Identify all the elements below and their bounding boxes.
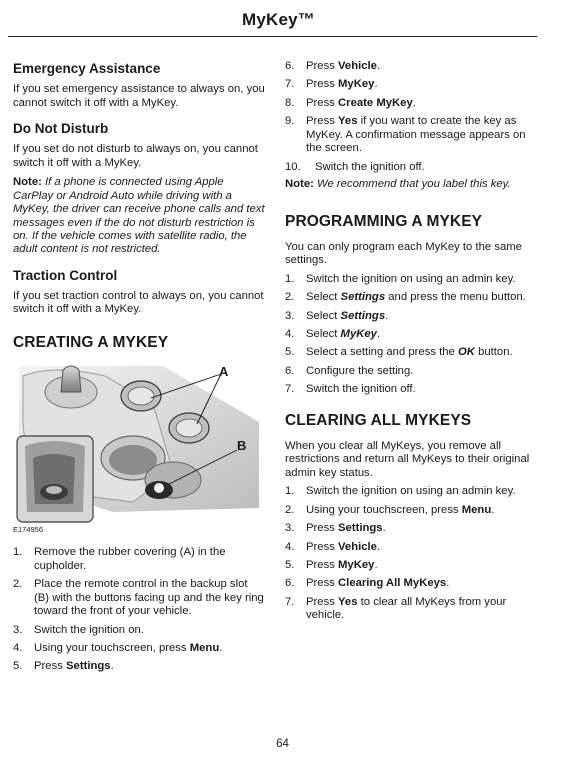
step-number: 7. xyxy=(285,78,295,91)
step-text: . xyxy=(376,60,381,72)
heading-emergency-assistance: Emergency Assistance xyxy=(13,61,161,76)
list-item xyxy=(285,60,537,74)
list-item xyxy=(285,273,537,287)
step-text: . xyxy=(385,309,389,322)
step-number: 10. xyxy=(285,160,301,173)
list-item xyxy=(285,115,537,156)
step-text: if you want to create the key as MyKey. A confirmation message appears on the screen. xyxy=(306,115,526,155)
header-rule xyxy=(8,36,537,37)
step-text: Switch the ignition on using an admin key. xyxy=(306,485,516,498)
step-number: 6. xyxy=(285,60,295,72)
step-text: Configure the setting. xyxy=(306,364,414,377)
step-text: . xyxy=(491,503,495,516)
step-text: Switch the ignition on. xyxy=(34,623,144,636)
step-text: Using your touchscreen, press xyxy=(34,641,190,654)
step-emphasis: MyKey xyxy=(338,559,375,572)
step-emphasis: Settings xyxy=(338,522,383,535)
step-emphasis: Yes xyxy=(338,115,358,128)
step-text: Press xyxy=(306,559,339,572)
step-text: . xyxy=(374,559,378,572)
step-number: 1. xyxy=(13,546,23,558)
list-item xyxy=(285,485,537,499)
list-item xyxy=(285,78,537,92)
step-number: 2. xyxy=(13,577,23,590)
step-text: Switch the ignition on using an admin key. xyxy=(306,272,516,285)
page-title: MyKey™ xyxy=(241,10,315,29)
note-label: Note: xyxy=(13,176,46,189)
figure-code: E174956 xyxy=(13,525,44,534)
step-number: 2. xyxy=(285,291,295,304)
note-text: If a phone is connected using Apple CarPlay or Android Auto while driving with a MyKey, the driver can receive phone calls and text messages even if the do not disturb restriction is on. If the vehicle comes with satellite radio, the adult content is not restricted. xyxy=(13,176,265,256)
creating-steps-list xyxy=(13,546,265,674)
step-number: 5. xyxy=(285,346,295,359)
step-number: 7. xyxy=(285,383,295,396)
list-item xyxy=(285,97,537,111)
list-item xyxy=(285,504,537,518)
step-text: Place the remote control in the backup slot (B) with the buttons facing up and the key ring toward the front of your vehicle. xyxy=(34,577,264,618)
step-emphasis: Settings xyxy=(66,660,111,673)
step-text: . xyxy=(374,78,378,91)
step-number: 1. xyxy=(285,485,295,498)
step-text: Select a setting and press the xyxy=(306,346,458,359)
step-number: 5. xyxy=(13,660,23,673)
heading-creating-a-mykey: CREATING A MYKEY xyxy=(13,334,169,351)
step-text: Press xyxy=(306,60,339,72)
list-item xyxy=(285,365,537,379)
step-number: 4. xyxy=(285,327,295,340)
step-text: Press xyxy=(306,540,339,553)
right-column xyxy=(285,60,537,628)
step-number: 4. xyxy=(285,540,295,553)
list-item xyxy=(285,161,537,175)
cupholder-illustration xyxy=(13,362,261,534)
step-text: to clear all MyKeys from your vehicle. xyxy=(306,595,507,622)
list-item xyxy=(13,660,265,674)
step-text: Press xyxy=(306,595,339,608)
step-emphasis: Menu xyxy=(189,641,220,654)
step-number: 1. xyxy=(285,272,295,285)
heading-programming-a-mykey: PROGRAMMING A MYKEY xyxy=(285,212,483,230)
step-emphasis: Vehicle xyxy=(338,540,377,553)
heading-clearing-all-mykeys: CLEARING ALL MYKEYS xyxy=(285,411,472,429)
step-text: . xyxy=(376,540,381,553)
page-number: 64 xyxy=(276,738,289,750)
step-text: Press xyxy=(306,577,339,590)
heading-traction-control: Traction Control xyxy=(13,267,118,283)
step-emphasis: Clearing All MyKeys xyxy=(338,577,447,590)
step-text: Press xyxy=(306,78,339,91)
step-text: Press xyxy=(306,96,339,109)
do-not-disturb-note xyxy=(13,176,265,256)
cupholder-drawing xyxy=(13,362,261,534)
emergency-assistance-text: If you set emergency assistance to always on, you cannot switch it off with a MyKey. xyxy=(13,83,265,109)
step-text: Using your touchscreen, press xyxy=(306,503,462,516)
step-text: Select xyxy=(306,327,341,340)
step-emphasis: Settings xyxy=(340,309,386,322)
callout-label-b: B xyxy=(237,438,247,453)
creating-steps-continued-list xyxy=(285,60,537,174)
list-item xyxy=(13,642,265,656)
programming-steps-list xyxy=(285,273,537,397)
step-text: button. xyxy=(474,346,513,359)
clearing-steps-list xyxy=(285,485,537,623)
step-text: . xyxy=(110,660,114,673)
callout-label-a: A xyxy=(219,364,229,379)
traction-control-text: If you set traction control to always on, you cannot switch it off with a MyKey. xyxy=(13,289,264,316)
step-text: Select xyxy=(306,309,341,322)
step-text: . xyxy=(382,522,386,535)
step-number: 3. xyxy=(13,623,23,636)
note-label: Note: xyxy=(285,178,318,191)
step-number: 7. xyxy=(285,595,295,608)
list-item xyxy=(285,328,537,342)
list-item xyxy=(285,559,537,573)
step-text: and press the menu button. xyxy=(385,291,526,304)
list-item xyxy=(285,522,537,536)
step-text: Press xyxy=(306,522,339,535)
step-text: . xyxy=(446,577,450,590)
list-item xyxy=(285,383,537,397)
step-number: 2. xyxy=(285,503,295,516)
step-number: 9. xyxy=(285,115,295,128)
label-key-note xyxy=(285,178,537,191)
step-number: 3. xyxy=(285,309,295,322)
step-number: 5. xyxy=(285,559,295,572)
list-item xyxy=(285,596,537,623)
left-column xyxy=(13,60,265,679)
step-text: . xyxy=(219,641,223,654)
step-number: 6. xyxy=(285,364,295,377)
step-emphasis: MyKey xyxy=(338,78,375,91)
step-emphasis: Create MyKey xyxy=(338,96,413,109)
step-text: . xyxy=(376,327,381,340)
step-emphasis: Menu xyxy=(461,503,492,516)
step-emphasis: Vehicle xyxy=(338,60,377,72)
step-text: Press xyxy=(34,660,67,673)
heading-do-not-disturb: Do Not Disturb xyxy=(13,121,109,137)
list-item xyxy=(285,310,537,324)
list-item xyxy=(285,577,537,591)
step-text: Switch the ignition off. xyxy=(306,383,416,396)
step-text: Select xyxy=(306,291,341,304)
step-emphasis: Yes xyxy=(338,595,358,608)
step-text: Switch the ignition off. xyxy=(315,160,425,173)
list-item xyxy=(285,541,537,555)
note-text: We recommend that you label this key. xyxy=(317,178,511,191)
page-header xyxy=(0,0,561,38)
do-not-disturb-text: If you set do not disturb to always on, you cannot switch it off with a MyKey. xyxy=(13,143,258,169)
step-text: . xyxy=(412,96,416,109)
list-item xyxy=(13,578,265,619)
clearing-intro: When you clear all MyKeys, you remove all restrictions and return all MyKeys to their original admin key status. xyxy=(285,439,530,479)
list-item xyxy=(13,624,265,638)
list-item xyxy=(285,346,537,360)
step-emphasis: MyKey xyxy=(340,327,377,340)
step-number: 8. xyxy=(285,96,295,109)
step-number: 3. xyxy=(285,522,295,535)
list-item xyxy=(285,291,537,305)
step-emphasis: OK xyxy=(457,346,475,359)
step-number: 4. xyxy=(13,641,23,654)
step-text: Press xyxy=(306,115,339,128)
programming-intro: You can only program each MyKey to the same settings. xyxy=(285,240,522,267)
list-item xyxy=(13,546,265,573)
step-number: 6. xyxy=(285,577,295,590)
step-text: Remove the rubber covering (A) in the cupholder. xyxy=(34,546,226,572)
step-emphasis: Settings xyxy=(340,291,386,304)
